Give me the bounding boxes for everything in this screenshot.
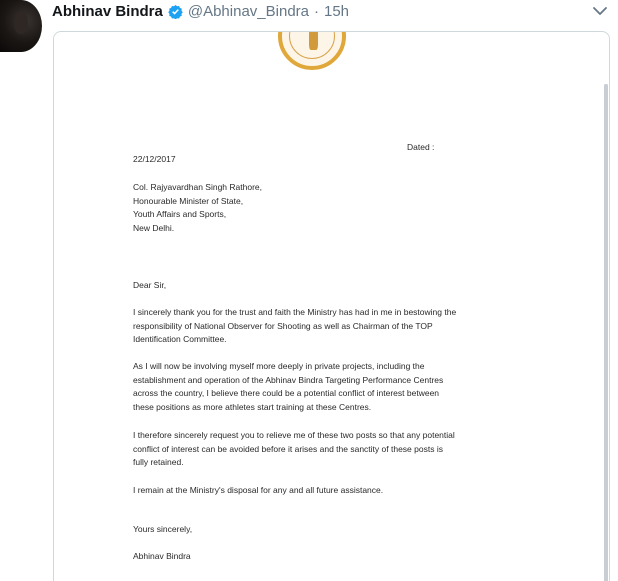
paragraph-2 [133,360,443,414]
paragraph-line: Identification Committee. [133,334,227,344]
paragraph-line: I therefore sincerely request you to relieve me of these two posts so that any potential [133,430,455,440]
paragraph-line: I remain at the Ministry's disposal for any and all future assistance. [133,485,384,495]
paragraph-line: As I will now be involving myself more deeply in private projects, including the [133,361,425,371]
paragraph-line: I sincerely thank you for the trust and faith the Ministry has had in me in bestowing the [133,307,457,317]
emblem-figure [309,31,318,50]
recipient-line: Honourable Minister of State, [133,195,244,206]
emblem-logo [278,31,346,70]
author-name[interactable]: Abhinav Bindra [52,2,163,20]
salutation: Dear Sir, [133,280,167,290]
avatar-figure [14,12,28,34]
emblem-ring [289,31,335,59]
letter-image[interactable] [53,31,610,581]
paragraph-line: across the country, I believe there could be a potential conflict of interest between [133,388,440,398]
paragraph-line: responsibility of National Observer for Shooting as well as Chairman of the TOP [133,320,433,331]
separator-dot: · [314,2,319,20]
tweet-time[interactable]: 15h [324,2,350,20]
verified-badge-icon [168,4,183,19]
author-handle[interactable]: @Abhinav_Bindra [187,2,309,20]
letter-date: 22/12/2017 [133,154,176,164]
closing: Yours sincerely, [133,524,193,534]
scrollbar-thumb[interactable] [604,84,608,581]
paragraph-3 [133,429,455,470]
dated-label: Dated : [407,142,435,152]
chevron-down-icon[interactable] [592,3,608,19]
paragraph-4 [133,484,383,498]
paragraph-line: conflict of interest can be avoided before it arises and the sanctity of these posts is [133,443,443,454]
paragraph-line: fully retained. [133,457,184,467]
recipient-line: New Delhi. [133,222,175,233]
paragraph-line: establishment and operation of the Abhinav Bindra Targeting Performance Centres [133,374,444,385]
recipient-line: Col. Rajyavardhan Singh Rathore, [133,182,262,192]
tweet-header [52,1,349,21]
paragraph-1 [133,306,456,347]
paragraph-line: these positions as more athletes start training at these Centres. [133,401,372,412]
recipient-line: Youth Affairs and Sports, [133,209,227,219]
scrollbar[interactable] [604,84,608,581]
avatar[interactable] [0,0,42,52]
recipient-address [133,181,262,235]
signature: Abhinav Bindra [133,551,191,561]
